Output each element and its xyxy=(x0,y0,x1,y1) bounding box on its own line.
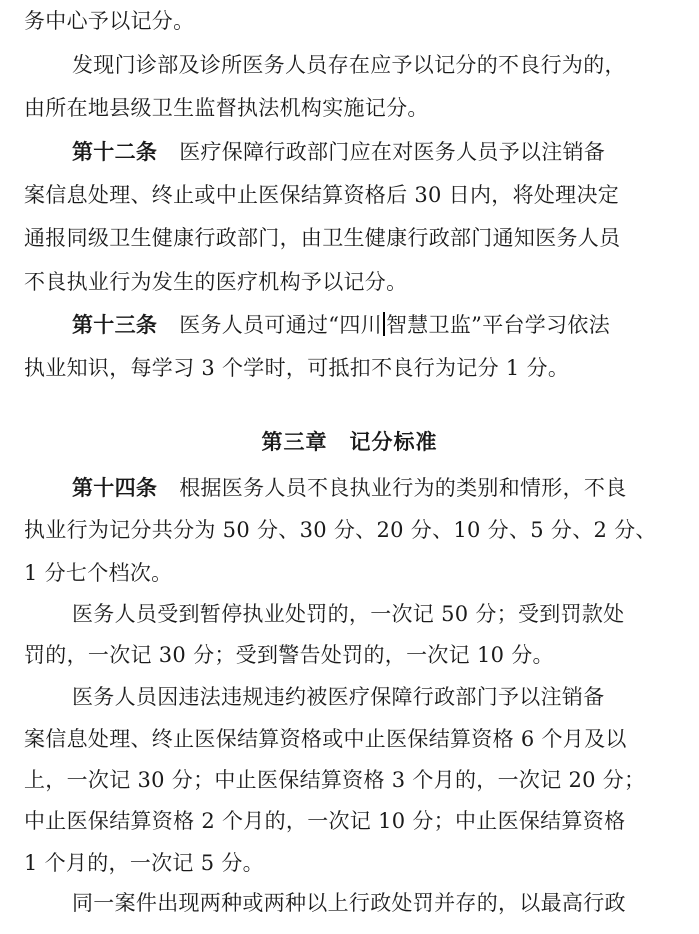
article-14-text: 根据医务人员不良执业行为的类别和情形，不良 xyxy=(179,476,627,500)
article-13-text-a: 医务人员可通过“四川 xyxy=(179,313,382,337)
text-line: 罚的，一次记 30 分；受到警告处罚的，一次记 10 分。 xyxy=(24,643,554,667)
text-line: 执业知识，每学习 3 个学时，可抵扣不良行为记分 1 分。 xyxy=(24,356,570,380)
article-13-text-b: 智慧卫监”平台学习依法 xyxy=(385,313,610,337)
article-13-label: 第十三条 xyxy=(72,312,158,337)
article-12-label: 第十二条 xyxy=(72,139,158,164)
text-line: 由所在地县级卫生监督执法机构实施记分。 xyxy=(24,96,429,120)
article-12-first-line xyxy=(72,137,699,167)
text-line: 同一案件出现两种或两种以上行政处罚并存的，以最高行政 xyxy=(72,891,626,915)
text-line: 不良执业行为发生的医疗机构予以记分。 xyxy=(24,270,408,294)
text-cursor[interactable] xyxy=(383,312,385,336)
article-14-label: 第十四条 xyxy=(72,475,158,500)
text-line: 医务人员受到暂停执业处罚的，一次记 50 分；受到罚款处 xyxy=(72,602,625,626)
text-line: 通报同级卫生健康行政部门，由卫生健康行政部门通知医务人员 xyxy=(24,226,621,250)
text-line: 案信息处理、终止或中止医保结算资格后 30 日内，将处理决定 xyxy=(24,183,620,207)
text-line: 1 分七个档次。 xyxy=(24,561,173,585)
chapter-title: 记分标准 xyxy=(349,429,438,454)
text-line: 执业行为记分共分为 50 分、30 分、20 分、10 分、5 分、2 分、 xyxy=(24,518,657,542)
text-line: 上，一次记 30 分；中止医保结算资格 3 个月的，一次记 20 分； xyxy=(24,768,646,792)
chapter-number: 第三章 xyxy=(261,429,328,454)
article-14-first-line xyxy=(72,473,699,503)
text-line: 医务人员因违法违规违约被医疗保障行政部门予以注销备 xyxy=(72,685,605,709)
text-line: 1 个月的，一次记 5 分。 xyxy=(24,851,264,875)
text-line: 案信息处理、终止医保结算资格或中止医保结算资格 6 个月及以 xyxy=(24,727,627,751)
text-line: 发现门诊部及诊所医务人员存在应予以记分的不良行为的， xyxy=(72,53,626,77)
text-line: 中止医保结算资格 2 个月的，一次记 10 分；中止医保结算资格 xyxy=(24,809,626,833)
article-13-first-line xyxy=(72,310,699,340)
text-line: 务中心予以记分。 xyxy=(24,9,195,33)
chapter-heading xyxy=(0,427,699,457)
article-12-text: 医疗保障行政部门应在对医务人员予以注销备 xyxy=(179,140,606,164)
